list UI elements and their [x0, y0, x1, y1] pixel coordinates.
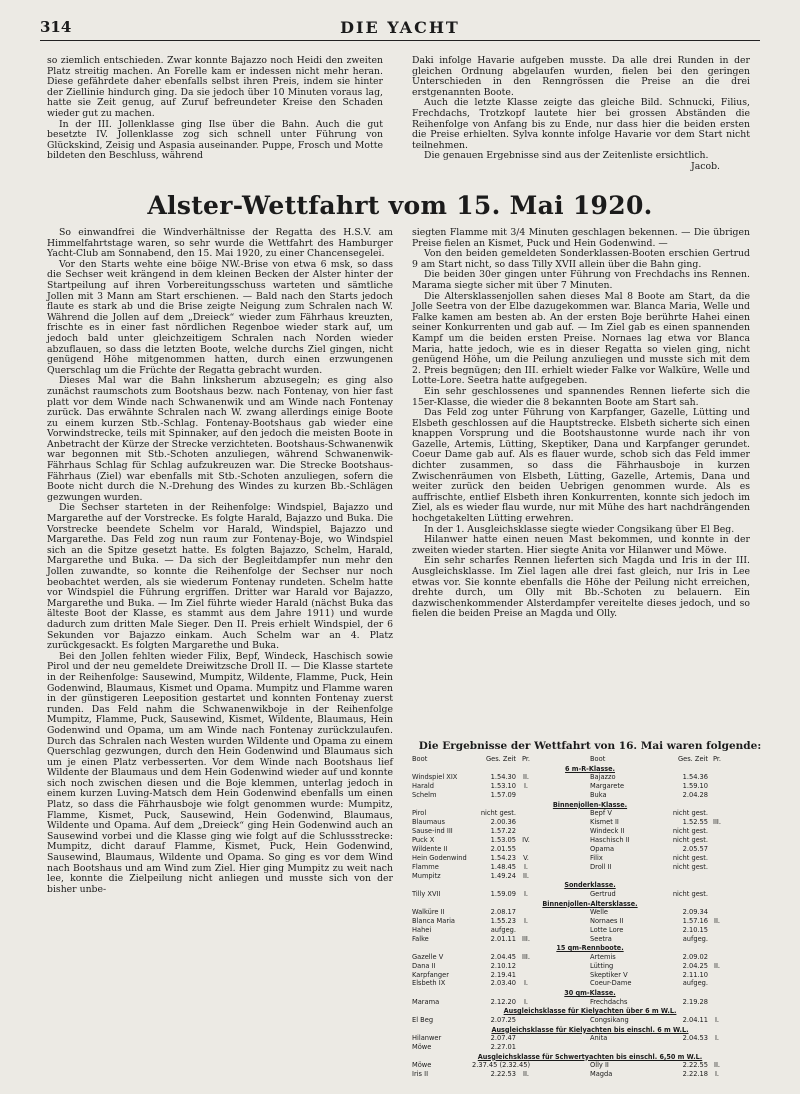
paragraph: Die Sechser starteten in der Reihenfolge: Windspiel, Bajazzo und Margarethe auf der Vorstrecke. Es folgte Harald, Bajazzo und Buka. Die Vorstrecke beendete Schelm vor Harald, Windspiel, Bajazzo und Margarethe. Das Feld zog nun raum zur Fontenay-Boje, wo Windspiel sich an die Spitze gesetzt hatte. Es folgten Bajazzo, Schelm, Harald, Margarethe und Buka. — Da sich der Begleitdampfer nun mehr den Jollen zuwandte, so konnte die Reihenfolge der Sechser nur noch beobachtet werden, als sie wiederum Fontenay rundeten. Schelm hatte vor Windspiel die Führung ergriffen. Dritter war Harald vor Bajazzo, Margarethe und Buka. — Im Ziel führte wieder Harald (nächst Buka das älteste Boot der Klasse, es stammt aus dem Jahre 1911) und wurde dadurch zum dritten Male Sieger. Den II. Preis erhielt Windspiel, der 6 Sekunden vor Bajazzo einkam. Auch Schelm war an 4. Platz zurückgesackt. Es folgten Margarethe und Buka.	[47, 502, 393, 652]
table-cell	[516, 1034, 536, 1043]
column-gap	[536, 773, 588, 782]
table-row	[412, 1034, 768, 1043]
table-cell: 2.22.53	[490, 1068, 516, 1078]
table-cell: Möwe	[412, 1060, 432, 1070]
table-cell: nicht gest.	[672, 826, 708, 836]
paragraph: Das Feld zog unter Führung von Karpfanger, Gazelle, Lütting und Elsbeth geschlossen auf die Hauptstrecke. Elsbeth sicherte sich einen knappen Vorsprung und die Bootshaustonne wurde nach ihr von Gazelle, Artemis, Lütting, Skeptiker, Dana und Karpfanger gerundet. Coeur Dame gab auf. Als es flauer wurde, schob sich das Feld immer dichter zusammen, so dass die Fährhausboje in kurzen Zwischenräumen von Elsbeth, Lütting, Gazelle, Artemis, Dana und weiter zurück den beiden Uebrigen genommen wurde. Als es auffrischte, entlief Elsbeth ihren Konkurrenten, konnte sich jedoch im Ziel, als es wieder flau wurde, nur mit Mühe des hart nachdrängenden hochgetakelten Lütting erwehren.	[412, 407, 750, 525]
table-cell: 1.49.24	[490, 870, 516, 880]
table-cell: I.	[523, 861, 529, 871]
table-cell: Flamme	[412, 861, 439, 871]
table-cell: Schelm	[412, 790, 437, 800]
table-cell: Haschisch II	[590, 834, 630, 844]
table-cell: aufgeg.	[682, 978, 708, 988]
results-header-row	[412, 754, 768, 764]
table-row	[412, 1016, 768, 1025]
table-cell: Windeck II	[590, 826, 625, 836]
table-cell	[708, 926, 726, 935]
table-cell: I.	[523, 915, 529, 925]
table-cell: El Beg	[412, 1014, 434, 1024]
page-header	[40, 14, 760, 41]
table-cell: 2.09.02	[682, 951, 708, 961]
table-row	[412, 1070, 768, 1079]
results-heading: Die Ergebnisse der Wettfahrt von 16. Mai waren folgende:	[418, 740, 762, 752]
table-cell: I.	[523, 996, 529, 1006]
table-cell	[708, 773, 726, 782]
table-cell: Anita	[590, 1032, 608, 1042]
table-cell: 2.22.18	[682, 1068, 708, 1078]
header-prize-2: Pr.	[712, 754, 722, 763]
table-cell: III.	[713, 817, 721, 827]
table-cell: IV.	[522, 834, 530, 844]
table-cell	[708, 863, 726, 872]
column-gap	[536, 962, 588, 971]
table-cell: I.	[523, 888, 529, 898]
column-gap	[536, 791, 588, 800]
table-cell: Droll II	[590, 861, 612, 871]
paragraph: Die Altersklassenjollen sahen dieses Mal 8 Boote am Start, da die Jolle Seetra von der Elbe dazugekommen war. Blanca Maria, Welle und Falke kamen am besten ab. An der ersten Boje berührte Hahei einen seiner Konkurrenten und gab auf. — Im Ziel gab es einen spannenden Kampf um die beiden ersten Preise. Nornaes lag etwa vor Blanca Maria, hatte jedoch, wie es in dieser Regatta so vielen ging, nicht genügend Höhe, um die Peilung anzuliegen und musste sich mit dem 2. Preis begnügen; den III. erhielt wieder Falke vor Walküre, Welle und Lotte-Lore. Seetra hatte aufgegeben.	[412, 290, 750, 387]
table-cell: Kismet II	[590, 817, 619, 827]
class-heading: 30 qm-Klasse.	[564, 988, 616, 998]
table-cell: 1.59.10	[682, 781, 708, 791]
column-gap	[536, 836, 588, 845]
table-cell: Hilanwer	[412, 1032, 442, 1042]
table-cell: Karpfanger	[412, 969, 449, 979]
table-cell: Falke	[412, 933, 429, 943]
table-cell	[708, 827, 726, 836]
table-cell: I.	[714, 1068, 720, 1078]
class-heading: Binnenjollen-Altersklasse.	[542, 898, 638, 908]
table-cell: 2.03.40	[490, 978, 516, 988]
table-cell: Blaumaus	[412, 817, 445, 827]
table-cell: 2.00.36	[490, 817, 516, 827]
table-cell	[516, 1043, 536, 1052]
paragraph: In der 1. Ausgleichsklasse siegte wieder Congsikang über El Beg.	[424, 523, 735, 535]
paragraph: Hilanwer hatte einen neuen Mast bekommen, und konnte in der zweiten wieder starten. Hier siegte Anita vor Hilanwer und Möwe.	[412, 534, 750, 556]
table-cell	[662, 1043, 708, 1052]
table-cell: 2.37.45 (2.32.45)	[472, 1060, 531, 1070]
table-cell: Pirol	[412, 808, 427, 818]
table-cell: 2.07.25	[490, 1014, 516, 1024]
header-boat-1: Boot	[412, 754, 428, 763]
table-cell: 1.48.45	[490, 861, 516, 871]
table-cell: nicht gest.	[672, 808, 708, 818]
table-cell	[708, 782, 726, 791]
paragraph: Daki infolge Havarie aufgeben musste. Da alle drei Runden in der gleichen Ordnung abgelaufen wurden, fielen bei den geringen Unterschieden in den Renngrössen die Preise an die drei erstgenannten Boote.	[412, 55, 750, 98]
table-cell: 2.19.28	[682, 996, 708, 1006]
table-row	[412, 872, 768, 881]
table-cell: 2.04.28	[682, 790, 708, 800]
table-cell: Elsbeth IX	[412, 978, 446, 988]
table-cell: Mumpitz	[412, 870, 441, 880]
table-cell: Dana II	[412, 960, 436, 970]
table-cell	[708, 890, 726, 899]
table-cell: III.	[522, 951, 530, 961]
column-gap	[536, 827, 588, 836]
paragraph: so ziemlich entschieden. Zwar konnte Bajazzo noch Heidi den zweiten Platz streitig machen. An Forelle kam er indessen nicht mehr heran. Diese gefährdete daher ebenfalls selbst ihren Preis, indem sie hinter der Ziellinie hindurch ging. Da sie jedoch über 10 Minuten voraus lag, hatte sie Zeit genug, auf Zuruf befreundeter Kreise den Schaden wieder gut zu machen.	[47, 55, 383, 119]
table-cell: 2.07.47	[490, 1032, 516, 1042]
table-cell: II.	[713, 960, 721, 970]
table-cell: Lotte Lore	[590, 924, 624, 934]
table-cell: Margarete	[590, 781, 625, 791]
table-cell: Sause-ind III	[412, 826, 453, 836]
table-cell: nicht gest.	[672, 861, 708, 871]
paragraph: Bei den Jollen fehlten wieder Filix, Bepf, Windeck, Haschisch sowie Pirol und der neu gemeldete Dreiwitzsche Droll II. — Die Klasse startete in der Reihenfolge: Sausewind, Mumpitz, Wildente, Flamme, Puck, Hein Godenwind, Blaumaus, Kismet und Opama. Mumpitz und Flamme waren in der günstigeren Leeposition gestartet und konnten Fontenay zuerst runden. Das Feld nahm die Schwanenwikboje in der Reihenfolge Mumpitz, Flamme, Puck, Sausewind, Kismet, Wildente, Blaumaus, Hein Godenwind und Opama, um am Winde nach Fontenay zurückzulaufen. Durch das Schralen nach Westen wurden Wildente und Opama zu einem Querschlag gezwungen, durch den Hein Godenwind und Blaumaus sich um je einen Platz verbesserten. Vor dem Winde nach Bootshaus lief Wildente der Blaumaus und dem Hein Godenwind wieder auf und konnte sich noch zwischen diesen und die Boje klemmen, unterlag jedoch in einem kurzen Luving-Matsch dem Hein Godenwind ebenfalls um einen Platz, so dass die Fährhausboje wie folgt genommen wurde: Mumpitz, Flamme, Kismet, Puck, Sausewind, Hein Godenwind, Blaumaus, Wildente und Opama. Auf dem „Dreieck“ ging Hein Godenwind auch an Sausewind vorbei und die Klasse ging wie folgt auf die Schlussstrecke: Mumpitz, dicht darauf Flamme, Kismet, Puck, Hein Godenwind, Sausewind, Blaumaus, Wildente und Opama. So ging es vor dem Wind nach Bootshaus und am Wind zum Ziel. Hier ging Mumpitz zu weit nach lee, konnte die Zielpeilung nicht anliegen und musste sich von der bisher unbe-	[47, 650, 393, 895]
table-cell	[662, 872, 708, 881]
column-gap	[536, 1061, 588, 1070]
table-cell	[708, 872, 726, 881]
table-cell: Möwe	[412, 1041, 432, 1051]
table-cell: 2.04.45	[490, 951, 516, 961]
table-cell: 1.57.16	[682, 915, 708, 925]
table-cell	[708, 836, 726, 845]
header-time-1: Ges. Zeit	[485, 754, 516, 763]
table-cell	[708, 1043, 726, 1052]
table-row	[412, 863, 768, 872]
table-cell	[708, 998, 726, 1007]
column-gap	[536, 890, 588, 899]
table-row	[412, 791, 768, 800]
header-time-2: Ges. Zeit	[677, 754, 708, 763]
table-cell: Bepf V	[590, 808, 612, 818]
running-title: DIE YACHT	[340, 18, 460, 37]
table-cell: 2.01.11	[490, 933, 516, 943]
table-cell: 2.09.34	[682, 906, 708, 916]
table-cell	[708, 935, 726, 944]
table-cell	[588, 872, 662, 881]
column-gap	[536, 863, 588, 872]
column-gap	[536, 809, 588, 818]
table-cell: 1.53.10	[490, 781, 516, 791]
table-cell	[708, 791, 726, 800]
table-cell	[708, 979, 726, 988]
table-cell	[708, 845, 726, 854]
column-gap	[536, 854, 588, 863]
table-cell: Filix	[590, 852, 603, 862]
column-gap	[536, 782, 588, 791]
class-heading: Binnenjollen-Klasse.	[552, 799, 628, 809]
table-cell: 2.19.41	[490, 969, 516, 979]
results-table	[412, 754, 768, 1079]
table-row	[412, 1043, 768, 1052]
table-cell: 2.12.20	[490, 996, 516, 1006]
class-heading: 6 m-R-Klasse.	[565, 764, 615, 773]
table-cell: II.	[522, 1068, 530, 1078]
table-cell: I.	[714, 1032, 720, 1042]
table-cell: aufgeg.	[490, 924, 516, 934]
class-heading: 15 qm-Rennboote.	[556, 943, 624, 953]
paragraph: So einwandfrei die Windverhältnisse der Regatta des H.S.V. am Himmelfahrtstage waren, so sehr wurde die Wettfahrt des Hamburger Yacht-Club am Sonnabend, den 15. Mai 1920, zu einer Chancensegelei.	[47, 227, 393, 260]
table-cell: nicht gest.	[672, 852, 708, 862]
table-cell: III.	[522, 933, 530, 943]
table-cell: Magda	[590, 1068, 613, 1078]
previous-article-left-column	[47, 56, 383, 182]
column-gap	[536, 971, 588, 980]
table-cell: Harald	[412, 781, 434, 791]
column-gap	[536, 1034, 588, 1043]
table-cell: 2.01.55	[490, 843, 516, 853]
column-gap	[536, 935, 588, 944]
table-cell: 1.54.30	[490, 772, 516, 782]
class-heading: Ausgleichsklasse für Schwertyachten bis einschl. 6,50 m W.L.	[477, 1051, 703, 1061]
table-cell: Iris II	[412, 1068, 429, 1078]
paragraph: Auch die letzte Klasse zeigte das gleiche Bild. Schnucki, Filius, Frechdachs, Trotzkopf lautete hier bei grossen Abständen die Reihenfolge von Anfang bis zu Ende, nur dass hier die beiden ersten die Preise erhielten. Sylva konnte infolge Havarie vor dem Start nicht teilnehmen.	[412, 97, 750, 151]
column-gap	[536, 926, 588, 935]
previous-article-right-column	[412, 56, 750, 182]
article-left-column	[47, 228, 393, 1080]
table-cell: Skeptiker V	[590, 969, 628, 979]
column-gap	[536, 953, 588, 962]
page-number: 314	[40, 18, 72, 36]
table-cell: Artemis	[590, 951, 616, 961]
table-cell: Marama	[412, 996, 440, 1006]
results-body	[412, 764, 768, 1079]
paragraph: Ein sehr scharfes Rennen lieferten sich Magda und Iris in der III. Ausgleichsklasse. Im Ziel lagen alle drei fast gleich, nur Iris in Lee etwas vor. Sie konnte ebenfalls die Höhe der Peilung nicht erreichen, drehte durch, um Olly mit Bb.-Schoten zu belauern. Ein dazwischenkommender Alsterdampfer vereitelte dieses jedoch, und so fielen die beiden Preise an Magda und Olly.	[412, 555, 750, 620]
table-cell: Seetra	[590, 933, 612, 943]
table-cell: II.	[713, 1060, 721, 1070]
table-cell: Opama	[590, 843, 615, 853]
table-row	[412, 890, 768, 899]
table-cell: I.	[523, 781, 529, 791]
table-cell: Gertrud	[590, 888, 616, 898]
table-cell: 1.55.23	[490, 915, 516, 925]
table-cell: 1.57.22	[490, 826, 516, 836]
table-cell: Windspiel XIX	[412, 772, 458, 782]
table-cell: nicht gest.	[480, 808, 516, 818]
table-cell: II.	[522, 772, 530, 782]
table-cell: Gazelle V	[412, 951, 444, 961]
column-gap	[536, 818, 588, 827]
column-gap	[536, 1070, 588, 1079]
table-cell	[516, 818, 536, 827]
table-cell: I.	[714, 1014, 720, 1024]
table-cell: 1.54.23	[490, 852, 516, 862]
table-cell: Nornaes II	[590, 915, 624, 925]
class-heading: Ausgleichsklasse für Kielyachten über 6 m W.L.	[503, 1006, 677, 1016]
table-cell: Tilly XVII	[412, 888, 441, 898]
table-cell: 1.57.09	[490, 790, 516, 800]
table-cell: 2.08.17	[490, 906, 516, 916]
table-cell: aufgeg.	[682, 933, 708, 943]
table-cell	[588, 1043, 662, 1052]
table-row	[412, 979, 768, 988]
column-gap	[536, 872, 588, 881]
table-cell: 2.22.55	[682, 1060, 708, 1070]
paragraph: Dieses Mal war die Bahn linksherum abzusegeln; es ging also zunächst raumschots zum Bootshaus bezw. nach Fontenay, von hier fast platt vor dem Winde nach Schwanenwik und am Winde nach Fontenay zurück. Das erwähnte Schralen nach W. zwang allerdings einige Boote zu einem kurzen Stb.-Schlag. Fontenay-Bootshaus gab wieder eine Vorwindstrecke, teils mit Spinnaker, auf den jedoch die meisten Boote in Anbetracht der Kürze der Strecke verzichteten. Bootshaus-Schwanenwik war begonnen mit Stb.-Schoten anzuliegen, während Schwanenwik-Fährhaus Schlag für Schlag aufzukreuzen war. Die Strecke Bootshaus-Fährhaus (Ziel) war ebenfalls mit Stb.-Schoten anzuliegen, sofern die Boote nicht durch die N.-Drehung des Windes zu kurzen Bb.-Schlägen gezwungen wurden.	[47, 375, 393, 503]
table-cell: Welle	[590, 906, 609, 916]
table-cell: 2.27.01	[490, 1041, 516, 1051]
table-cell: 1.59.09	[490, 888, 516, 898]
class-heading: Sonderklasse.	[564, 880, 616, 890]
table-cell: nicht gest.	[672, 888, 708, 898]
paragraph: Vor den Starts wehte eine böige NW.-Brise von etwa 6 msk, so dass die Sechser weit krängend in dem kleinen Becken der Alster hinter der Startpeilung auf ihren Vorbereitungsschuss warteten und sämtliche Jollen mit 3 Mann am Start erschienen. — Bald nach den Starts jedoch flaute es stark ab und die Brise zeigte Neigung zum Schralen nach W. Während die Jollen auf dem „Dreieck“ wieder zum Fährhaus kreuzten, frischte es in einer fast nördlichen Regenboe wieder stark auf, um jedoch bald unter gleichzeitigem Schralen nach Norden wieder abzuflauen, so dass die letzten Boote, welche durchs Ziel gingen, nicht genügend Höhe mitgenommen hatten, durch einen erzwungenen Querschlag um die Früchte der Regatta gebracht wurden.	[47, 258, 393, 376]
table-cell: I.	[523, 978, 529, 988]
table-cell: 2.04.25	[682, 960, 708, 970]
header-boat-2: Boot	[590, 754, 606, 763]
table-cell: 2.11.10	[682, 969, 708, 979]
paragraph: siegten Flamme mit 3/4 Minuten geschlagen bekennen. — Die übrigen Preise fielen an Kismet, Puck und Hein Godenwind. —	[412, 227, 750, 249]
table-cell: Congsikang	[590, 1014, 629, 1024]
table-cell: Frechdachs	[590, 996, 628, 1006]
table-cell: 1.54.36	[682, 772, 708, 782]
table-cell: Hein Godenwind	[412, 852, 467, 862]
table-cell: 2.04.11	[682, 1014, 708, 1024]
paragraph: Von den beiden gemeldeten Sonderklassen-Booten erschien Gertrud 9 am Start nicht, so dass Tilly XVII allein über die Bahn ging.	[412, 248, 750, 270]
class-heading: Ausgleichsklasse für Kielyachten bis einschl. 6 m W.L.	[491, 1024, 689, 1034]
paragraph: Die beiden 30er gingen unter Führung von Frechdachs ins Rennen. Marama siegte sicher mit über 7 Minuten.	[412, 269, 750, 291]
column-gap	[536, 1043, 588, 1052]
table-cell: Blanca Maria	[412, 915, 456, 925]
table-cell	[516, 809, 536, 818]
table-cell: 2.10.12	[490, 960, 516, 970]
table-cell: 2.05.57	[682, 843, 708, 853]
table-cell: Olly II	[590, 1060, 609, 1070]
table-cell: II.	[713, 915, 721, 925]
column-gap	[536, 998, 588, 1007]
table-cell: 2.04.53	[682, 1032, 708, 1042]
article-right-column	[412, 228, 750, 748]
table-cell: Hahei	[412, 924, 432, 934]
table-cell: Buka	[590, 790, 607, 800]
column-gap	[536, 917, 588, 926]
table-cell	[516, 962, 536, 971]
author-signature: Jacob.	[691, 160, 720, 172]
table-cell: Bajazzo	[590, 772, 616, 782]
table-row	[412, 998, 768, 1007]
table-cell: Coeur-Dame	[590, 978, 632, 988]
table-cell	[708, 971, 726, 980]
article-title: Alster-Wettfahrt vom 15. Mai 1920.	[147, 191, 653, 220]
paragraph: In der III. Jollenklasse ging Ilse über die Bahn. Auch die gut besetzte IV. Jollenklasse zog sich schnell unter Führung von Glückskind, Zeisig und Aspasia auseinander. Puppe, Frosch und Motte bildeten den Beschluss, während	[47, 118, 383, 162]
table-row	[412, 935, 768, 944]
table-cell	[516, 791, 536, 800]
table-cell: 2.10.15	[682, 924, 708, 934]
column-gap	[536, 908, 588, 917]
table-cell: Puck X	[412, 834, 435, 844]
table-cell: V.	[523, 852, 529, 862]
table-cell	[516, 1016, 536, 1025]
header-prize-1: Pr.	[521, 754, 531, 763]
table-cell	[708, 854, 726, 863]
table-cell: Lütting	[590, 960, 614, 970]
table-cell: Wildente II	[412, 843, 448, 853]
paragraph: Ein sehr geschlossenes und spannendes Rennen lieferte sich die 15er-Klasse, die wieder die 8 bekannten Boote am Start sah.	[412, 385, 750, 408]
column-gap	[536, 845, 588, 854]
paragraph: Die genauen Ergebnisse sind aus der Zeitenliste ersichtlich.	[424, 150, 709, 162]
table-cell: II.	[522, 870, 530, 880]
column-gap	[536, 1016, 588, 1025]
table-cell: nicht gest.	[672, 834, 708, 844]
table-cell: 1.52.55	[682, 817, 708, 827]
column-gap	[536, 979, 588, 988]
table-cell: Walküre II	[412, 906, 445, 916]
table-cell: 1.53.05	[490, 834, 516, 844]
